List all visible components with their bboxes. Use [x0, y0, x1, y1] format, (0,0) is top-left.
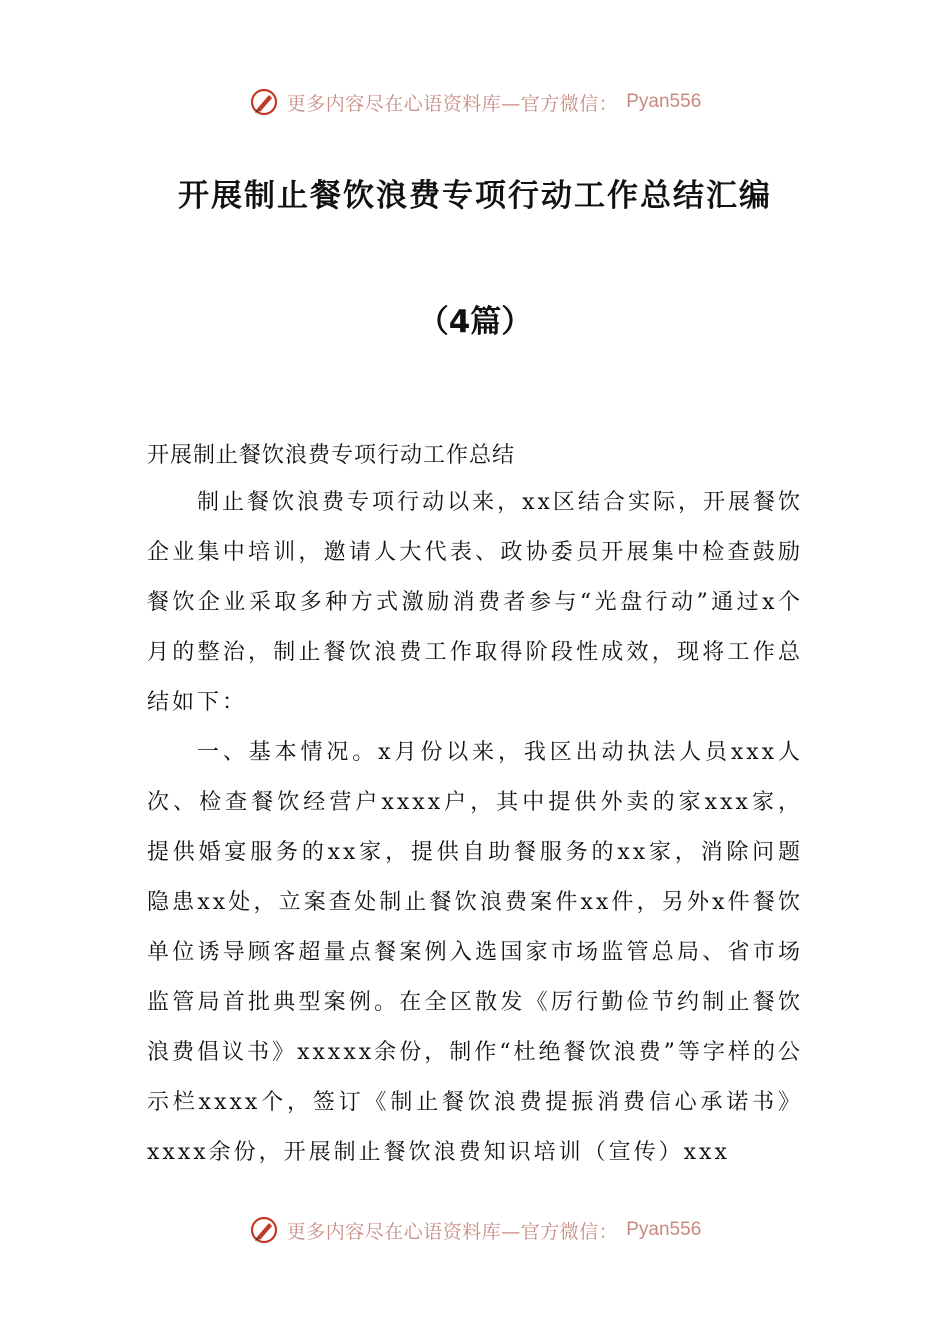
pen-logo-icon — [249, 87, 279, 117]
watermark-text: 更多内容尽在心语资料库—官方微信： — [286, 1220, 619, 1243]
body-paragraph: 一、基本情况。x月份以来，我区出动执法人员xxx人次、检查餐饮经营户xxxx户，其中提供外卖的家xxx家，提供婚宴服务的xx家，提供自助餐服务的xx家，消除问题隐患xx处，立案查处制止餐饮浪费案件xx件，另外x件餐饮单位诱导顾客超量点餐案例入选国家市场监管总局、省市场监管局首批典型案例。在全区散发《厉行勤俭节约制止餐饮浪费倡议书》xxxxx余份，制作“杜绝餐饮浪费”等字样的公示栏xxxx个，签订《制止餐饮浪费提振消费信心承诺书》xxxx余份，开展制止餐饮浪费知识培训（宣传）xxx — [147, 740, 803, 1165]
watermark-header — [0, 82, 950, 122]
pen-logo-icon — [249, 1215, 279, 1245]
document-title: 开展制止餐饮浪费专项行动工作总结汇编 — [178, 178, 772, 214]
body-paragraph: 制止餐饮浪费专项行动以来，xx区结合实际，开展餐饮企业集中培训，邀请人大代表、政协委员开展集中检查鼓励餐饮企业采取多种方式激励消费者参与“光盘行动”通过x个月的整治，制止餐饮浪费工作取得阶段性成效，现将工作总结如下： — [147, 490, 803, 715]
watermark-footer — [0, 1210, 950, 1250]
watermark-wechat-id: Pyan556 — [626, 1219, 702, 1240]
document-subtitle: （4篇） — [417, 304, 533, 340]
watermark-text: 更多内容尽在心语资料库—官方微信： — [286, 92, 619, 115]
watermark-wechat-id: Pyan556 — [626, 91, 702, 112]
section-heading: 开展制止餐饮浪费专项行动工作总结 — [147, 443, 516, 468]
